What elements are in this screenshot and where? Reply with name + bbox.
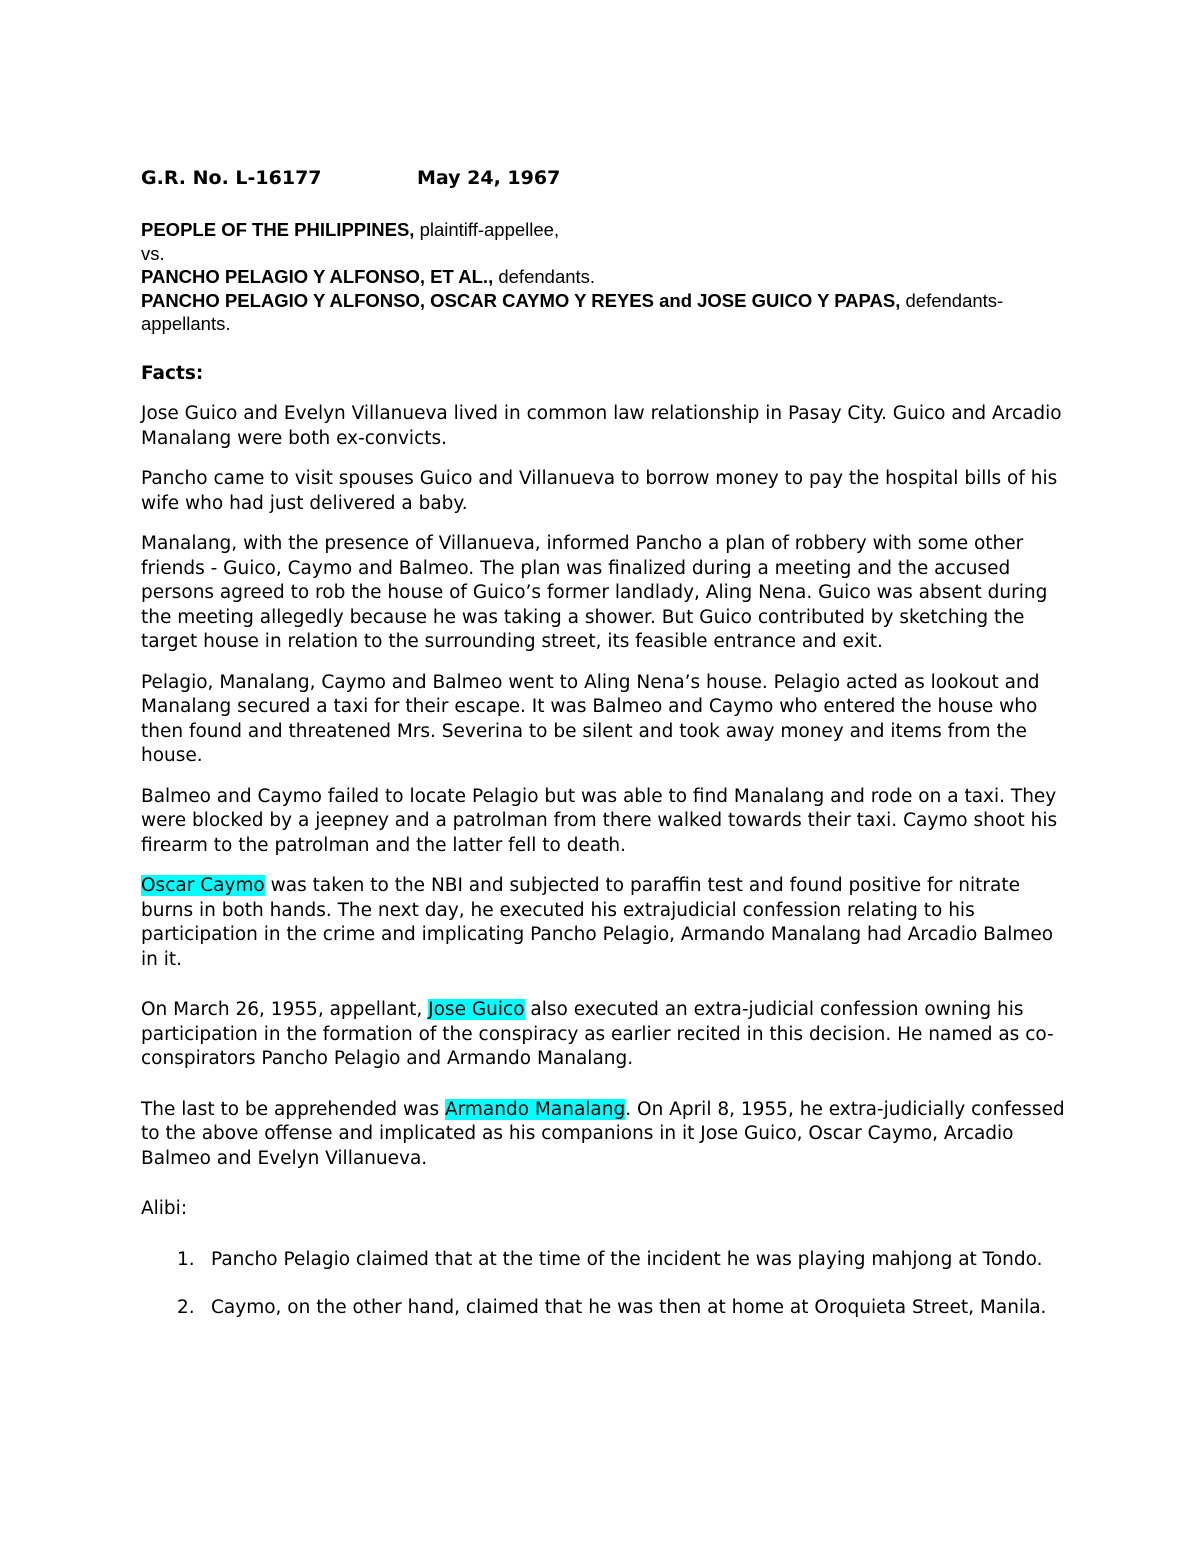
paragraph-text: also executed an extra-judicial confession owning his participation in the formation of the conspiracy as earlier recited in this decision. He named as co-conspirators Pancho Pelagio and Armando Manalang. [141,999,1054,1069]
facts-paragraph: Pelagio, Manalang, Caymo and Balmeo went to Aling Nena’s house. Pelagio acted as lookout and Manalang secured a taxi for their escape. It was Balmeo and Caymo who entered the house who then found and threatened Mrs. Severina to be silent and took away money and items from the house. [141,671,1040,766]
paragraph-text: was taken to the NBI and subjected to paraffin test and found positive for nitrate burns in both hands. The next day, he executed his extrajudicial confession relating to his participation in the crime and implicating Pancho Pelagio, Armando Manalang had Arcadio Balmeo in it. [141,875,1054,970]
appellants-role: defendants-appellants. [141,289,1004,334]
defendants-line [141,265,1066,289]
alibi-heading: Alibi: [141,1198,188,1219]
alibi-list [141,1248,1066,1321]
list-item-text: Pancho Pelagio claimed that at the time of the incident he was playing mahjong at Tondo. [211,1248,1043,1270]
plaintiff-name: PEOPLE OF THE PHILIPPINES, [141,219,415,240]
case-header [141,166,1066,194]
case-parties [141,218,1066,336]
list-number: 2. [177,1297,195,1318]
document-page [141,166,1066,1345]
list-item [141,1296,1066,1321]
facts-paragraph [141,1098,1066,1172]
facts-paragraph: Balmeo and Caymo failed to locate Pelagio but was able to find Manalang and rode on a taxi. They were blocked by a jeepney and a patrolman from there walked towards their taxi. Caymo shoot his firearm to the patrolman and the latter fell to death. [141,785,1058,856]
defendants-role: defendants. [498,266,596,287]
list-number: 1. [177,1248,195,1270]
case-date: May 24, 1967 [417,167,561,189]
list-item-text: Caymo, on the other hand, claimed that he was then at home at Oroquieta Street, Manila. [211,1297,1047,1318]
paragraph-text: . On April 8, 1955, he extra-judicially confessed to the above offense and implicated as his companions in it Jose Guico, Oscar Caymo, Arcadio Balmeo and Evelyn Villanueva. [141,1098,1065,1169]
plaintiff-role: plaintiff-appellee, [419,219,560,240]
facts-paragraph: Jose Guico and Evelyn Villanueva lived in common law relationship in Pasay City. Guico and Arcadio Manalang were both ex-convicts. [141,403,1062,449]
versus-line: vs. [141,242,165,264]
defendants-name: PANCHO PELAGIO Y ALFONSO, ET AL., [141,266,494,287]
highlighted-name: Oscar Caymo [141,875,265,896]
highlighted-name: Jose Guico [428,999,525,1020]
highlighted-name: Armando Manalang [444,1098,626,1120]
paragraph-text: On March 26, 1955, appellant, [141,999,429,1020]
facts-paragraph: Manalang, with the presence of Villanueva, informed Pancho a plan of robbery with some other friends - Guico, Caymo and Balmeo. The plan was finalized during a meeting and the accused persons agreed to rob the house of Guico’s former landlady, Aling Nena. Guico was absent during the meeting allegedly because he was taking a shower. But Guico contributed by sketching the target house in relation to the surrounding street, its feasible entrance and exit. [141,533,1048,652]
list-item [141,1248,1066,1273]
facts-paragraph [141,998,1066,1072]
facts-paragraph [141,874,1066,972]
plaintiff-line [141,218,1066,242]
appellants-line [141,289,1066,336]
appellants-name: PANCHO PELAGIO Y ALFONSO, OSCAR CAYMO Y REYES and JOSE GUICO Y PAPAS, [141,289,901,311]
case-number: G.R. No. L-16177 [141,167,322,189]
paragraph-text: The last to be apprehended was [141,1098,445,1120]
facts-heading: Facts: [141,362,204,384]
facts-paragraph: Pancho came to visit spouses Guico and Villanueva to borrow money to pay the hospital bills of his wife who had just delivered a baby. [141,468,1058,514]
